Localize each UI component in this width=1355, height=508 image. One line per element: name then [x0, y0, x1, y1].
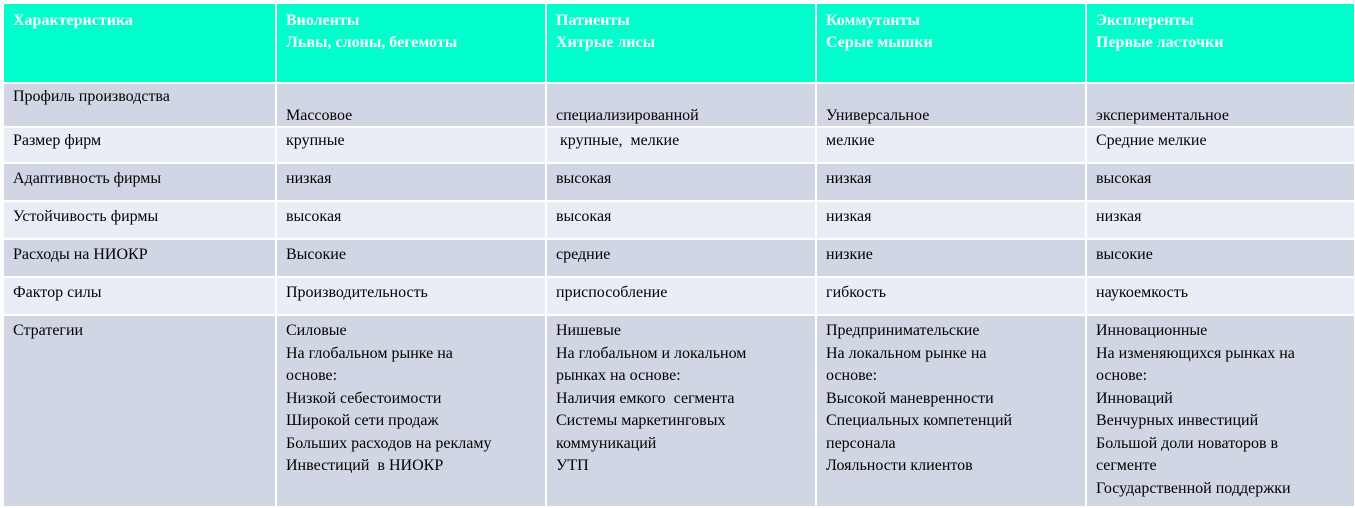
- table-cell: Универсальное: [816, 83, 1086, 127]
- table-cell: высокая: [546, 201, 816, 239]
- table-cell: Высокие: [276, 239, 546, 277]
- table-cell: низкая: [816, 163, 1086, 201]
- table-cell: средние: [546, 239, 816, 277]
- table-cell: высокая: [546, 163, 816, 201]
- strategy-line: УТП: [556, 457, 589, 474]
- strategy-comparison-table: [2, 2, 1355, 508]
- table-cell: низкая: [816, 201, 1086, 239]
- header-subtitle: Серые мышки: [826, 34, 933, 51]
- header-subtitle: Хитрые лисы: [556, 34, 656, 51]
- table-cell: гибкость: [816, 277, 1086, 315]
- header-subtitle: Львы, слоны, бегемоты: [286, 34, 458, 51]
- table-cell: низкая: [1086, 201, 1355, 239]
- header-title: Коммутанты: [826, 12, 920, 29]
- header-row: [3, 3, 1355, 83]
- strategy-line: На изменяющихся рынках на: [1096, 344, 1295, 362]
- strategy-line: Предпринимательские: [826, 322, 980, 339]
- strategy-line: Инноваций: [1096, 389, 1173, 407]
- strategy-line: Широкой сети продаж: [286, 412, 439, 429]
- table-cell: высокая: [276, 201, 546, 239]
- table-row-production-profile: [3, 83, 1355, 127]
- header-title: Эксплеренты: [1096, 12, 1194, 29]
- table-cell: высокая: [1086, 163, 1355, 201]
- table-cell: низкие: [816, 239, 1086, 277]
- row-label: Адаптивность фирмы: [3, 163, 276, 201]
- header-violents: [276, 3, 546, 83]
- strategy-line: На глобальном рынке на: [286, 344, 453, 362]
- table-cell: Средние мелкие: [1086, 127, 1355, 163]
- header-commutants: [816, 3, 1086, 83]
- strategy-line: Лояльности клиентов: [826, 457, 973, 474]
- strategy-line: персонала: [826, 434, 896, 452]
- table-row-adaptivity: [3, 163, 1355, 201]
- strategy-cell-explerents: [1086, 315, 1355, 507]
- table-cell: мелкие: [816, 127, 1086, 163]
- table-cell: высокие: [1086, 239, 1355, 277]
- strategy-line: На глобальном и локальном: [556, 344, 747, 362]
- header-subtitle: Первые ласточки: [1096, 34, 1224, 51]
- table-cell: низкая: [276, 163, 546, 201]
- strategy-line: основе:: [1096, 367, 1148, 384]
- table-row-stability: [3, 201, 1355, 239]
- header-title: Виоленты: [286, 12, 360, 29]
- strategy-line: основе:: [826, 367, 878, 384]
- strategy-line: Высокой маневренности: [826, 389, 994, 407]
- strategy-line: Наличия емкого сегмента: [556, 389, 735, 407]
- header-explerents: [1086, 3, 1355, 83]
- table-row-strength-factor: [3, 277, 1355, 315]
- row-label: Размер фирм: [3, 127, 276, 163]
- table-row-rnd-costs: [3, 239, 1355, 277]
- strategy-line: Государственной поддержки: [1096, 479, 1291, 497]
- header-patients: [546, 3, 816, 83]
- header-characteristic: [3, 3, 276, 83]
- strategy-line: Венчурных инвестиций: [1096, 412, 1259, 429]
- strategy-line: Силовые: [286, 322, 347, 339]
- row-label: Профиль производства: [3, 83, 276, 127]
- strategy-line: Большой доли новаторов в: [1096, 434, 1279, 452]
- table-cell: экспериментальное: [1086, 83, 1355, 127]
- table-cell: Производительность: [276, 277, 546, 315]
- table-cell: крупные, мелкие: [546, 127, 816, 163]
- strategy-line: Низкой себестоимости: [286, 389, 442, 407]
- strategy-cell-violents: [276, 315, 546, 507]
- row-label: Устойчивость фирмы: [3, 201, 276, 239]
- strategy-line: Системы маркетинговых: [556, 412, 726, 429]
- header-title: Патиенты: [556, 12, 630, 29]
- strategy-line: На локальном рынке на: [826, 344, 987, 362]
- row-label: Фактор силы: [3, 277, 276, 315]
- table-cell: Массовое: [276, 83, 546, 127]
- strategy-line: Больших расходов на рекламу: [286, 434, 492, 452]
- table-cell: наукоемкость: [1086, 277, 1355, 315]
- strategy-cell-commutants: [816, 315, 1086, 507]
- strategy-line: Нишевые: [556, 322, 621, 339]
- strategy-line: основе:: [286, 367, 338, 384]
- strategy-cell-patients: [546, 315, 816, 507]
- strategy-line: Инвестиций в НИОКР: [286, 457, 444, 474]
- row-label: Расходы на НИОКР: [3, 239, 276, 277]
- strategy-line: коммуникаций: [556, 434, 657, 452]
- table-cell: специализированной: [546, 83, 816, 127]
- strategy-line: Инновационные: [1096, 322, 1208, 339]
- table-row-strategies: [3, 315, 1355, 507]
- row-label: Стратегии: [3, 315, 276, 507]
- strategy-line: Специальных компетенций: [826, 412, 1013, 429]
- strategy-line: рынках на основе:: [556, 367, 681, 384]
- table-cell: приспособление: [546, 277, 816, 315]
- strategy-line: сегменте: [1096, 457, 1157, 474]
- header-title: Характеристика: [13, 12, 133, 29]
- table-cell: крупные: [276, 127, 546, 163]
- table-row-firm-size: [3, 127, 1355, 163]
